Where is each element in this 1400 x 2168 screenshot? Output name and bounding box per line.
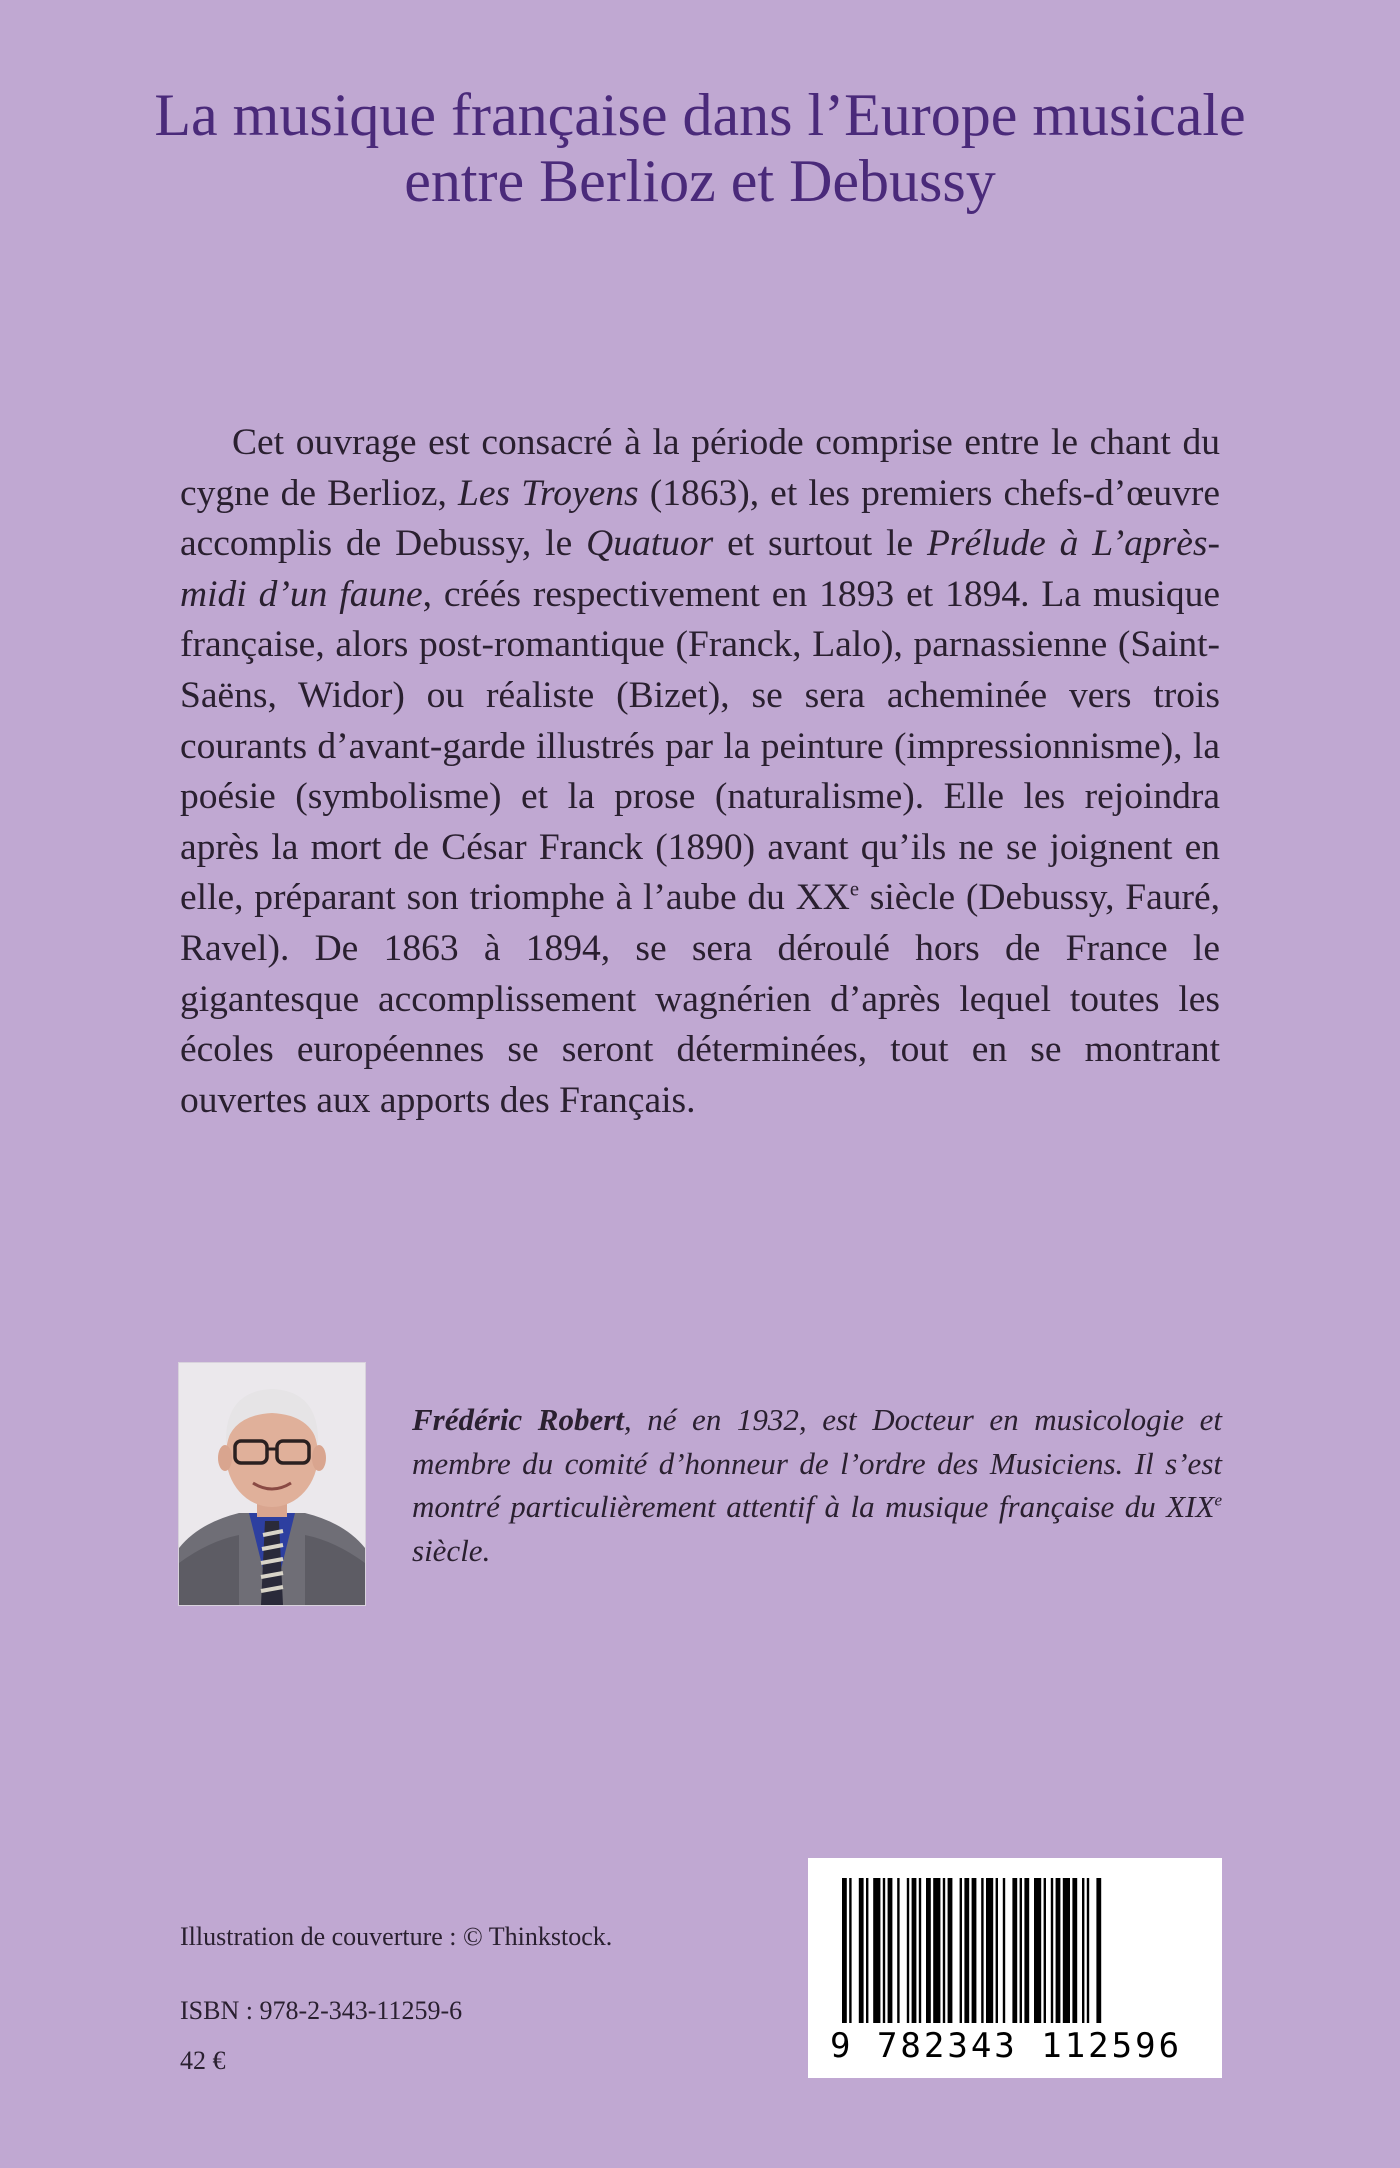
summary-work-troyens: Les Troyens — [458, 472, 639, 514]
author-photo — [178, 1362, 366, 1606]
barcode-bar — [1012, 1878, 1017, 2023]
barcode-bar — [1034, 1878, 1041, 2023]
author-bio-text: , né en 1932, est Docteur en musicologie et membre du comité d’honneur de l’ordre des Musiciens. Il s’est montré particulièrement attentif à la musique française du XIX — [412, 1402, 1222, 1524]
summary-text-2: (1863), et les premiers chefs-d’œuvre accomplis de Debussy, le — [180, 472, 1220, 565]
barcode-bar — [907, 1878, 909, 2023]
author-bio-superscript: e — [1214, 1490, 1222, 1510]
barcode-bar — [919, 1878, 921, 2023]
cover-credit: Illustration de couverture : © Thinkstock. — [180, 1922, 613, 1951]
barcode-bar — [866, 1878, 868, 2023]
summary-work-prelude: Prélude à L’après-midi d’un faune — [180, 523, 1221, 615]
book-title — [60, 82, 1340, 214]
barcode-bar — [933, 1878, 940, 2023]
barcode-bar — [842, 1878, 847, 2023]
barcode-bar — [986, 1878, 993, 2023]
isbn: ISBN : 978-2-343-11259-6 — [180, 1996, 463, 2025]
barcode-bar — [1063, 1878, 1070, 2023]
book-summary — [180, 418, 1220, 1126]
barcode-bar — [1096, 1878, 1101, 2023]
barcode-bar — [888, 1878, 893, 2023]
barcode-bar — [873, 1878, 880, 2023]
barcode-bar — [981, 1878, 983, 2023]
summary-text-5: siècle (Debussy, Fauré, Ravel). De 1863 à 1894, se sera déroulé hors de France le gigantesque accomplissement wagnérien d’après lequel toutes les écoles européennes se seront déterminées, tout en se montrant ouvertes aux apports des Français. — [180, 877, 1220, 1121]
summary-text-3: et surtout le — [713, 523, 928, 565]
barcode-bar — [943, 1878, 945, 2023]
barcode-bar — [1087, 1878, 1089, 2023]
barcode-bar — [972, 1878, 977, 2023]
barcode-bar — [1044, 1878, 1046, 2023]
barcode-bar — [960, 1878, 962, 2023]
barcode-bar — [1072, 1878, 1077, 2023]
price: 42 € — [180, 2046, 226, 2075]
barcode-bar — [926, 1878, 931, 2023]
author-portrait-image — [179, 1363, 365, 1605]
summary-superscript: e — [849, 878, 860, 901]
barcode-digits: 9 782343 112596 — [830, 2026, 1183, 2066]
book-title-line-2: entre Berlioz et Debussy — [404, 148, 996, 214]
barcode-bar — [964, 1878, 969, 2023]
barcode-bar — [996, 1878, 998, 2023]
author-bio — [412, 1398, 1222, 1572]
barcode-bar — [912, 1878, 917, 2023]
author-name: Frédéric Robert — [412, 1402, 624, 1437]
barcode-bar — [859, 1878, 864, 2023]
barcode-bar — [897, 1878, 899, 2023]
author-bio-text-end: siècle. — [412, 1532, 491, 1568]
barcode-bar — [883, 1878, 885, 2023]
barcode-bar — [1082, 1878, 1084, 2023]
barcode-bar — [849, 1878, 851, 2023]
book-title-line-1: La musique française dans l’Europe musicale — [154, 82, 1246, 148]
summary-text-4: , créés respectivement en 1893 et 1894. La musique française, alors post-romantique (Franck, Lalo), parnassienne (Saint-Saëns, Widor) ou réaliste (Bizet), se sera acheminée vers trois courants d’avant-garde illustrés par la peinture (impressionnisme), la poésie (symbolisme) et la prose (naturalisme). Elle les rejoindra après la mort de César Franck (1890) avant qu’ils ne se joignent en elle, préparant son triomphe à l’aube du XX — [180, 573, 1220, 919]
summary-work-quatuor: Quatuor — [586, 523, 714, 565]
barcode — [808, 1858, 1222, 2078]
barcode-bar — [1024, 1878, 1029, 2023]
barcode-bar — [1051, 1878, 1053, 2023]
summary-text-1: Cet ouvrage est consacré à la période comprise entre le chant du cygne de Berlioz, — [180, 422, 1220, 514]
barcode-bar — [1020, 1878, 1022, 2023]
barcode-bar — [948, 1878, 953, 2023]
barcode-bar — [1003, 1878, 1005, 2023]
barcode-bar — [1056, 1878, 1061, 2023]
